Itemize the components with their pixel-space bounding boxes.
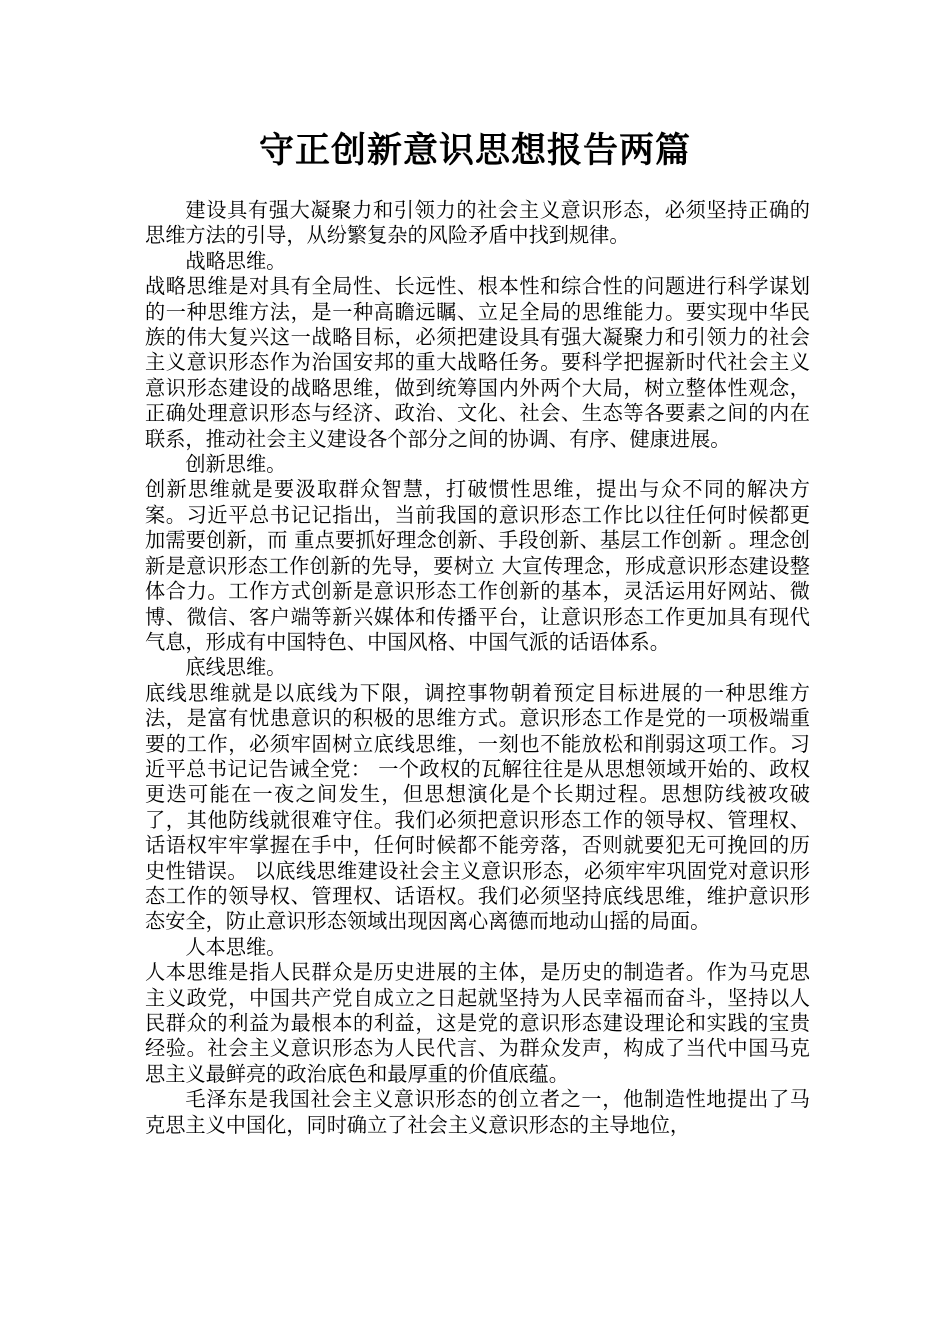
paragraph-innovative: 创新思维就是要汲取群众智慧，打破惯性思维，提出与众不同的解决方案。习近平总书记记指出，当前我国的意识形态工作比以往任何时候都更加需要创新，而 重点要抓好理念创新、手段创新、基层工作创新 。理念创新是意识形态工作创新的先导，要树立 大宣传理念，形成意识形态建设整体合力。工作方式创新是意识形态工作创新的基本，灵活运用好网站、微博、微信、客户端等新兴媒体和传播平台，让意识形态工作更加具有现代气息，形成有中国特色、中国风格、中国气派的话语体系。	[145, 477, 810, 654]
section-heading-bottom-line: 底线思维。	[185, 655, 287, 680]
section-heading-innovative: 创新思维。	[185, 452, 287, 477]
section-heading-strategic: 战略思维。	[185, 248, 287, 273]
paragraph-strategic: 战略思维是对具有全局性、长远性、根本性和综合性的问题进行科学谋划的一种思维方法，是一种高瞻远瞩、立足全局的思维能力。要实现中华民族的伟大复兴这一战略目标，必须把建设具有强大凝聚力和引领力的社会主义意识形态作为治国安邦的重大战略任务。要科学把握新时代社会主义意识形态建设的战略思维，做到统筹国内外两个大局，树立整体性观念，正确处理意识形态与经济、政治、文化、社会、生态等各要素之间的内在联系，推动社会主义建设各个部分之间的协调、有序、健康进展。	[145, 274, 810, 451]
document-title: 守正创新意识思想报告两篇	[258, 131, 691, 171]
paragraph-people-oriented: 人本思维是指人民群众是历史进展的主体，是历史的制造者。作为马克思主义政党，中国共产党自成立之日起就坚持为人民幸福而奋斗，坚持以人民群众的利益为最根本的利益，这是党的意识形态建设理论和实践的宝贵经验。社会主义意识形态为人民代言、为群众发声，构成了当代中国马克思主义最鲜亮的政治底色和最厚重的价值底蕴。	[145, 960, 810, 1086]
intro-paragraph: 建设具有强大凝聚力和引领力的社会主义意识形态，必须坚持正确的思维方法的引导，从纷繁复杂的风险矛盾中找到规律。	[145, 198, 810, 248]
paragraph-bottom-line: 底线思维就是以底线为下限，调控事物朝着预定目标进展的一种思维方法，是富有忧患意识的积极的思维方式。意识形态工作是党的一项极端重要的工作，必须牢固树立底线思维，一刻也不能放松和削弱这项工作。习近平总书记记告诫全党： 一个政权的瓦解往往是从思想领域开始的、政权更迭可能在一夜之间发生，但思想演化是个长期过程。思想防线被攻破了，其他防线就很难守住。我们必须把意识形态工作的领导权、管理权、话语权牢牢掌握在手中，任何时候都不能旁落，否则就要犯无可挽回的历史性错误。 以底线思维建设社会主义意识形态，必须牢牢巩固党对意识形态工作的领导权、管理权、话语权。我们必须坚持底线思维，维护意识形态安全，防止意识形态领域出现因离心离德而地动山摇的局面。	[145, 680, 810, 934]
document-body	[145, 198, 810, 1138]
section-heading-people-oriented: 人本思维。	[185, 934, 287, 959]
paragraph-mao: 毛泽东是我国社会主义意识形态的创立者之一，他制造性地提出了马克思主义中国化，同时确立了社会主义意识形态的主导地位，	[145, 1087, 810, 1137]
